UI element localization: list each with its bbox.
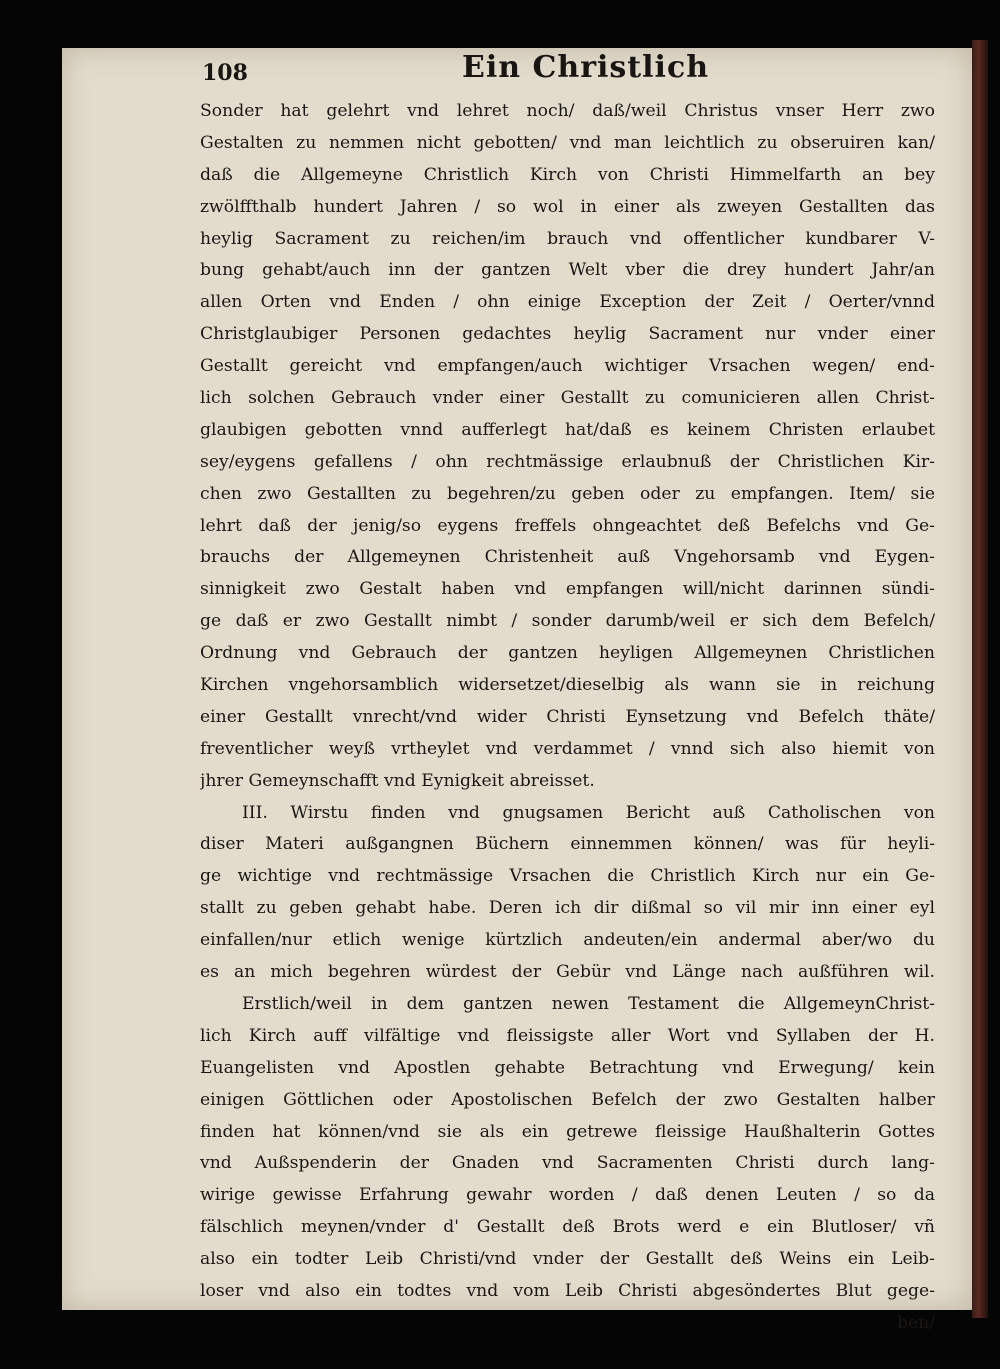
- text-line: bung gehabt/auch inn der gantzen Welt vber die drey hundert Jahr/an: [200, 260, 935, 281]
- text-line: heylig Sacrament zu reichen/im brauch vnd offentlicher kundbarer V-: [200, 228, 935, 249]
- text-line: einfallen/nur etlich wenige kürtzlich andeuten/ein andermal aber/wo du: [200, 930, 935, 951]
- text-line: stallt zu geben gehabt habe. Deren ich dir dißmal so vil mir inn einer eyl: [200, 898, 935, 919]
- text-line: daß die Allgemeyne Christlich Kirch von Christi Himmelfarth an bey: [200, 164, 935, 185]
- text-line: chen zwo Gestallten zu begehren/zu geben oder zu empfangen. Item/ sie: [200, 483, 935, 504]
- paragraph-start-line: Erstlich/weil in dem gantzen newen Testament die AllgemeynChrist-: [242, 993, 935, 1014]
- text-line: brauchs der Allgemeynen Christenheit auß Vngehorsamb vnd Eygen-: [200, 547, 935, 568]
- text-line: also ein todter Leib Christi/vnd vnder der Gestallt deß Weins ein Leib-: [200, 1249, 935, 1270]
- text-line: fälschlich meynen/vnder d' Gestallt deß Brots werd e ein Blutloser/ vñ: [200, 1217, 935, 1238]
- text-line: Gestallt gereicht vnd empfangen/auch wichtiger Vrsachen wegen/ end-: [200, 356, 935, 377]
- text-line: ge wichtige vnd rechtmässige Vrsachen die Christlich Kirch nur ein Ge-: [200, 866, 935, 887]
- text-line: lich Kirch auff vilfältige vnd fleissigste aller Wort vnd Syllaben der H.: [200, 1025, 935, 1046]
- text-line: wirige gewisse Erfahrung gewahr worden / daß denen Leuten / so da: [200, 1185, 935, 1206]
- text-line: einigen Göttlichen oder Apostolischen Befelch der zwo Gestalten halber: [200, 1089, 935, 1110]
- text-line: diser Materi außgangnen Büchern einnemmen können/ was für heyli-: [200, 834, 935, 855]
- text-line: Kirchen vngehorsamblich widersetzet/dieselbig als wann sie in reichung: [200, 675, 935, 696]
- text-line: lehrt daß der jenig/so eygens freffels ohngeachtet deß Befelchs vnd Ge-: [200, 515, 935, 536]
- page-edge-binding: [972, 40, 988, 1318]
- text-line: finden hat können/vnd sie als ein getrewe fleissige Haußhalterin Gottes: [200, 1121, 935, 1142]
- text-line: loser vnd also ein todtes vnd vom Leib Christi abgesöndertes Blut gege-: [200, 1280, 935, 1301]
- text-line: zwölffthalb hundert Jahren / so wol in einer als zweyen Gestallten das: [200, 196, 935, 217]
- text-line: allen Orten vnd Enden / ohn einige Exception der Zeit / Oerter/vnnd: [200, 292, 935, 313]
- catchword: ben/: [896, 1312, 935, 1333]
- page-number: 108: [202, 60, 248, 86]
- paragraph-start-line: III. Wirstu finden vnd gnugsamen Bericht auß Catholischen von: [242, 802, 935, 823]
- text-line: sinnigkeit zwo Gestalt haben vnd empfangen will/nicht darinnen sündi-: [200, 579, 935, 600]
- paragraph-end-line: jhrer Gemeynschafft vnd Eynigkeit abreisset.: [200, 770, 595, 791]
- text-line: sey/eygens gefallens / ohn rechtmässige erlaubnuß der Christlichen Kir-: [200, 451, 935, 472]
- text-line: einer Gestallt vnrecht/vnd wider Christi Eynsetzung vnd Befelch thäte/: [200, 706, 935, 727]
- text-line: glaubigen gebotten vnnd aufferlegt hat/daß es keinem Christen erlaubet: [200, 419, 935, 440]
- text-line: es an mich begehren würdest der Gebür vnd Länge nach außführen wil.: [200, 962, 935, 983]
- text-line: Sonder hat gelehrt vnd lehret noch/ daß/weil Christus vnser Herr zwo: [200, 101, 935, 121]
- text-line: Christglaubiger Personen gedachtes heylig Sacrament nur vnder einer: [200, 324, 935, 345]
- text-line: vnd Außspenderin der Gnaden vnd Sacramenten Christi durch lang-: [200, 1153, 935, 1174]
- running-title: Ein Christlich: [462, 50, 710, 85]
- text-line: Euangelisten vnd Apostlen gehabte Betrachtung vnd Erwegung/ kein: [200, 1057, 935, 1078]
- text-line: ge daß er zwo Gestallt nimbt / sonder darumb/weil er sich dem Befelch/: [200, 611, 935, 632]
- text-line: freventlicher weyß vrtheylet vnd verdammet / vnnd sich also hiemit von: [200, 738, 935, 759]
- text-line: Gestalten zu nemmen nicht gebotten/ vnd man leichtlich zu obseruiren kan/: [200, 132, 935, 153]
- text-line: Ordnung vnd Gebrauch der gantzen heyligen Allgemeynen Christlichen: [200, 643, 935, 664]
- body-text-block: [200, 96, 935, 1340]
- text-line: lich solchen Gebrauch vnder einer Gestallt zu comunicieren allen Christ-: [200, 388, 935, 409]
